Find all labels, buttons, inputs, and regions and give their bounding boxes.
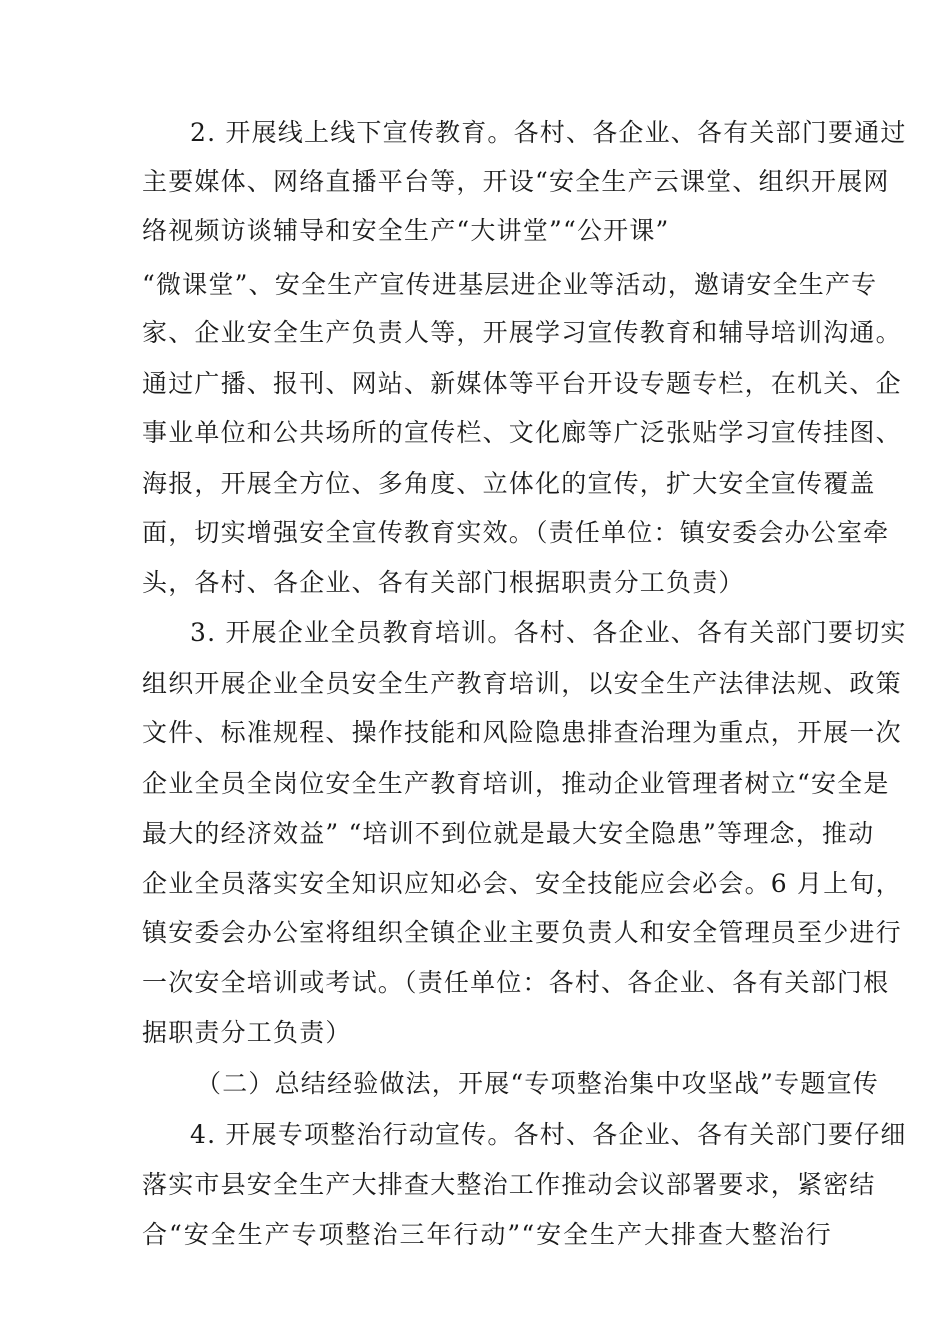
paragraph-3-line-9: 据职责分工负责）	[142, 1018, 352, 1047]
section-heading: （二）总结经验做法，开展“专项整治集中攻坚战”专题宣传	[196, 1069, 879, 1098]
paragraph-2-line-1: 2. 开展线上线下宣传教育。各村、各企业、各有关部门要通过	[190, 118, 907, 147]
paragraph-3-line-5: 最大的经济效益” “培训不到位就是最大安全隐患”等理念，推动	[142, 819, 875, 848]
paragraph-3-line-1: 3. 开展企业全员教育培训。各村、各企业、各有关部门要切实	[190, 618, 907, 647]
paragraph-3-line-2: 组织开展企业全员安全生产教育培训，以安全生产法律法规、政策	[142, 669, 902, 698]
paragraph-4-line-2: 落实市县安全生产大排查大整治工作推动会议部署要求，紧密结	[142, 1170, 876, 1199]
paragraph-2-line-3: 络视频访谈辅导和安全生产“大讲堂”“公开课”	[142, 216, 670, 245]
paragraph-2-line-6: 通过广播、报刊、网站、新媒体等平台开设专题专栏，在机关、企	[142, 369, 902, 398]
paragraph-2-line-7: 事业单位和公共场所的宣传栏、文化廊等广泛张贴学习宣传挂图、	[142, 418, 902, 447]
paragraph-4-line-3: 合“安全生产专项整治三年行动”“安全生产大排查大整治行	[142, 1220, 832, 1249]
paragraph-3-line-7: 镇安委会办公室将组织全镇企业主要负责人和安全管理员至少进行	[142, 918, 902, 947]
paragraph-3-line-6: 企业全员落实安全知识应知必会、安全技能应会必会。6 月上旬，	[142, 869, 902, 898]
paragraph-2-line-8: 海报，开展全方位、多角度、立体化的宣传，扩大安全宣传覆盖	[142, 469, 876, 498]
paragraph-3-line-4: 企业全员全岗位安全生产教育培训，推动企业管理者树立“安全是	[142, 769, 890, 798]
paragraph-2-line-5: 家、企业安全生产负责人等，开展学习宣传教育和辅导培训沟通。	[142, 318, 902, 347]
paragraph-2-line-10: 头，各村、各企业、各有关部门根据职责分工负责）	[142, 568, 745, 597]
paragraph-2-line-9: 面，切实增强安全宣传教育实效。（责任单位：镇安委会办公室牵	[142, 518, 890, 547]
paragraph-2-line-4: “微课堂”、安全生产宣传进基层进企业等活动，邀请安全生产专	[142, 270, 878, 299]
paragraph-3-line-8: 一次安全培训或考试。（责任单位：各村、各企业、各有关部门根	[142, 968, 890, 997]
paragraph-2-line-2: 主要媒体、网络直播平台等，开设“安全生产云课堂、组织开展网	[142, 167, 890, 196]
paragraph-4-line-1: 4. 开展专项整治行动宣传。各村、各企业、各有关部门要仔细	[190, 1120, 907, 1149]
paragraph-3-line-3: 文件、标准规程、操作技能和风险隐患排查治理为重点，开展一次	[142, 718, 902, 747]
